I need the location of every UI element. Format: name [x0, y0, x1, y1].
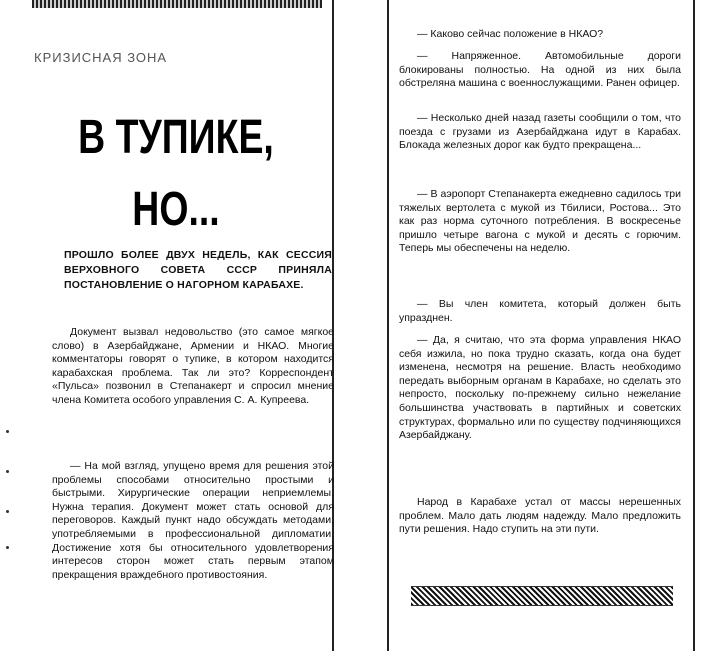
- interview-question: — Вы член комитета, который должен быть упразднен.: [399, 298, 681, 324]
- interview-answer: — Да, я считаю, что эта форма управления НКАО себя изжила, но пока трудно сказать, когда она будет изменена, несмотря на решение. Власть необходимо передать выборным органам в Карабахе, но сделать это непросто, поскольку по-прежнему сильно нежелание большинства участвовать в партийных и советских структурах, формально или по существу подчиняющихся Азербайджану.: [399, 334, 681, 442]
- interview-answer: — Напряженное. Автомобильные дороги блокированы полностью. На одной из них была обстреляна машина с военнослужащими. Ранен офицер.: [399, 50, 681, 90]
- headline-line-1: В ТУПИКЕ,: [78, 111, 274, 164]
- body-paragraph: Документ вызвал недовольство (это самое мягкое слово) в Азербайджане, Армении и НКАО. Многие комментаторы говорят о тупике, в котором находится карабахская проблема. Так ли это? Корреспондент «Пульса» позвонил в Степанакерт и спросил мнение члена Комитета особого управления С. А. Купреева.: [52, 326, 334, 406]
- top-hatched-rule: [32, 0, 322, 8]
- closing-paragraph: Народ в Карабахе устал от массы нерешенных проблем. Мало дать людям надежду. Мало предложить пути решения. Надо ступить на эти пути.: [399, 496, 681, 536]
- headline-line-2: НО...: [132, 183, 220, 236]
- right-column: [387, 0, 695, 651]
- rubric-label: КРИЗИСНАЯ ЗОНА: [34, 50, 168, 65]
- lead-paragraph: ПРОШЛО БОЛЕЕ ДВУХ НЕДЕЛЬ, КАК СЕССИЯ ВЕРХОВНОГО СОВЕТА СССР ПРИНЯЛА ПОСТАНОВЛЕНИЕ О НАГОРНОМ КАРАБАХЕ.: [64, 249, 332, 291]
- interview-answer: — В аэропорт Степанакерта ежедневно садилось три тяжелых вертолета с мукой из Тбилиси, Ростова... Это как раз норма суточного потребления. В воскресенье пришло четыре вагона с мукой и десять с горючим. Теперь мы обеспечены на неделю.: [399, 188, 681, 255]
- interview-question: — Каково сейчас положение в НКАО?: [417, 28, 604, 40]
- margin-dots: [6, 430, 10, 550]
- bottom-hatched-rule: [411, 586, 673, 606]
- body-paragraph: — На мой взгляд, упущено время для решения этой проблемы способами относительно простыми и быстрыми. Хирургические операции неприемлемы. Нужна терапия. Документ может стать основой для переговоров. Каждый пункт надо обсуждать методами, употребляемыми в профессиональной дипломатии. Достижение хотя бы относительного удовлетворения интересов сторон может стать первым этапом прекращения враждебного противостояния.: [52, 460, 334, 581]
- left-column: [20, 0, 334, 651]
- interview-question: — Несколько дней назад газеты сообщили о том, что поезда с грузами из Азербайджана идут в Карабах. Блокада железных дорог как будто прекращена...: [399, 112, 681, 152]
